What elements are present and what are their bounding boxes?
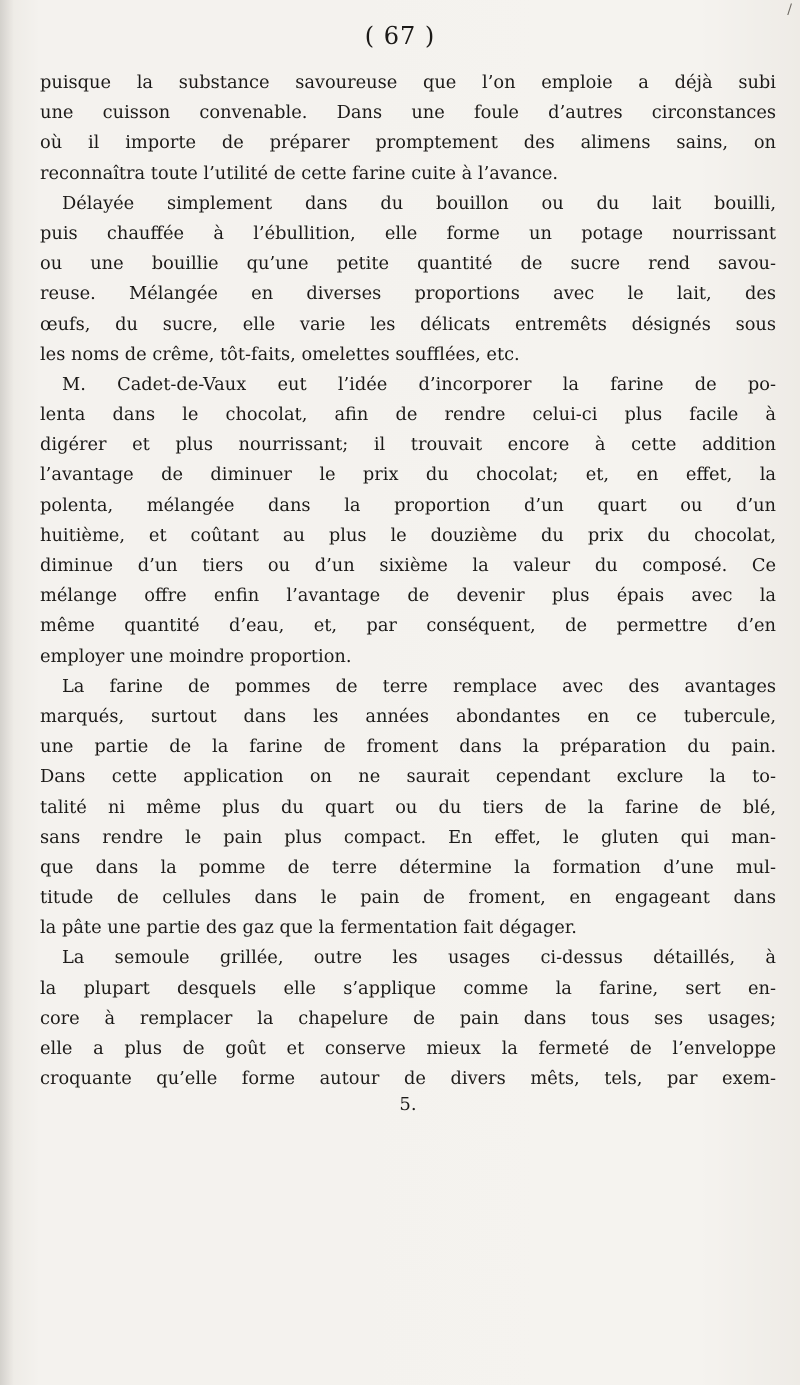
text-line: une partie de la farine de froment dans la préparation du pain. <box>40 736 776 758</box>
paragraph-start-line: La semoule grillée, outre les usages ci-dessus détaillés, à <box>62 947 776 969</box>
text-line: que dans la pomme de terre détermine la formation d’une mul- <box>40 856 776 878</box>
text-line: où il importe de préparer promptement des alimens sains, on <box>40 132 776 154</box>
text-line: ou une bouillie qu’une petite quantité de sucre rend savou- <box>40 253 776 275</box>
text-line: les noms de crême, tôt-faits, omelettes soufflées, etc. <box>40 343 520 365</box>
corner-mark: / <box>787 2 792 18</box>
paragraph-start-line: Délayée simplement dans du bouillon ou du lait bouilli, <box>62 192 776 214</box>
page-number: ( 67 ) <box>364 22 436 50</box>
text-line: reuse. Mélangée en diverses proportions avec le lait, des <box>40 283 776 305</box>
text-line: talité ni même plus du quart ou du tiers de la farine de blé, <box>40 796 776 818</box>
text-line: core à remplacer la chapelure de pain dans tous ses usages; <box>40 1007 776 1029</box>
text-line: polenta, mélangée dans la proportion d’un quart ou d’un <box>40 494 776 516</box>
paragraph-start-line: La farine de pommes de terre remplace avec des avantages <box>62 675 776 697</box>
body-text <box>40 68 776 1124</box>
text-line: l’avantage de diminuer le prix du chocolat; et, en effet, la <box>40 464 776 486</box>
text-line: mélange offre enfin l’avantage de devenir plus épais avec la <box>40 585 776 607</box>
text-line: même quantité d’eau, et, par conséquent, de permettre d’en <box>40 615 776 637</box>
text-line: digérer et plus nourrissant; il trouvait encore à cette addition <box>40 434 776 456</box>
signature-mark: 5. <box>399 1094 417 1116</box>
text-line: huitième, et coûtant au plus le douzième du prix du chocolat, <box>40 524 776 546</box>
text-line: une cuisson convenable. Dans une foule d’autres circonstances <box>40 102 776 124</box>
text-line: la plupart desquels elle s’applique comme la farine, sert en- <box>40 977 776 999</box>
text-line: puisque la substance savoureuse que l’on emploie a déjà subi <box>40 72 776 93</box>
text-line: croquante qu’elle forme autour de divers mêts, tels, par exem- <box>40 1068 776 1090</box>
text-line: lenta dans le chocolat, afin de rendre celui-ci plus facile à <box>40 404 776 426</box>
text-line: puis chauffée à l’ébullition, elle forme un potage nourrissant <box>40 222 776 244</box>
text-line: la pâte une partie des gaz que la fermentation fait dégager. <box>40 917 577 939</box>
text-line: Dans cette application on ne saurait cependant exclure la to- <box>40 766 776 788</box>
text-line: marqués, surtout dans les années abondantes en ce tubercule, <box>40 705 776 727</box>
signature-row <box>40 1094 776 1124</box>
text-line: reconnaîtra toute l’utilité de cette farine cuite à l’avance. <box>40 162 559 184</box>
text-line: employer une moindre proportion. <box>40 645 352 667</box>
text-line: diminue d’un tiers ou d’un sixième la valeur du composé. Ce <box>40 555 776 576</box>
text-line: titude de cellules dans le pain de froment, en engageant dans <box>40 887 776 909</box>
text-line: sans rendre le pain plus compact. En effet, le gluten qui man- <box>40 826 776 848</box>
page-spine-shadow <box>0 0 14 1385</box>
paragraph-start-line: M. Cadet-de-Vaux eut l’idée d’incorporer la farine de po- <box>62 373 776 395</box>
text-line: œufs, du sucre, elle varie les délicats entremêts désignés sous <box>40 313 776 335</box>
text-line: elle a plus de goût et conserve mieux la fermeté de l’enveloppe <box>40 1038 776 1059</box>
